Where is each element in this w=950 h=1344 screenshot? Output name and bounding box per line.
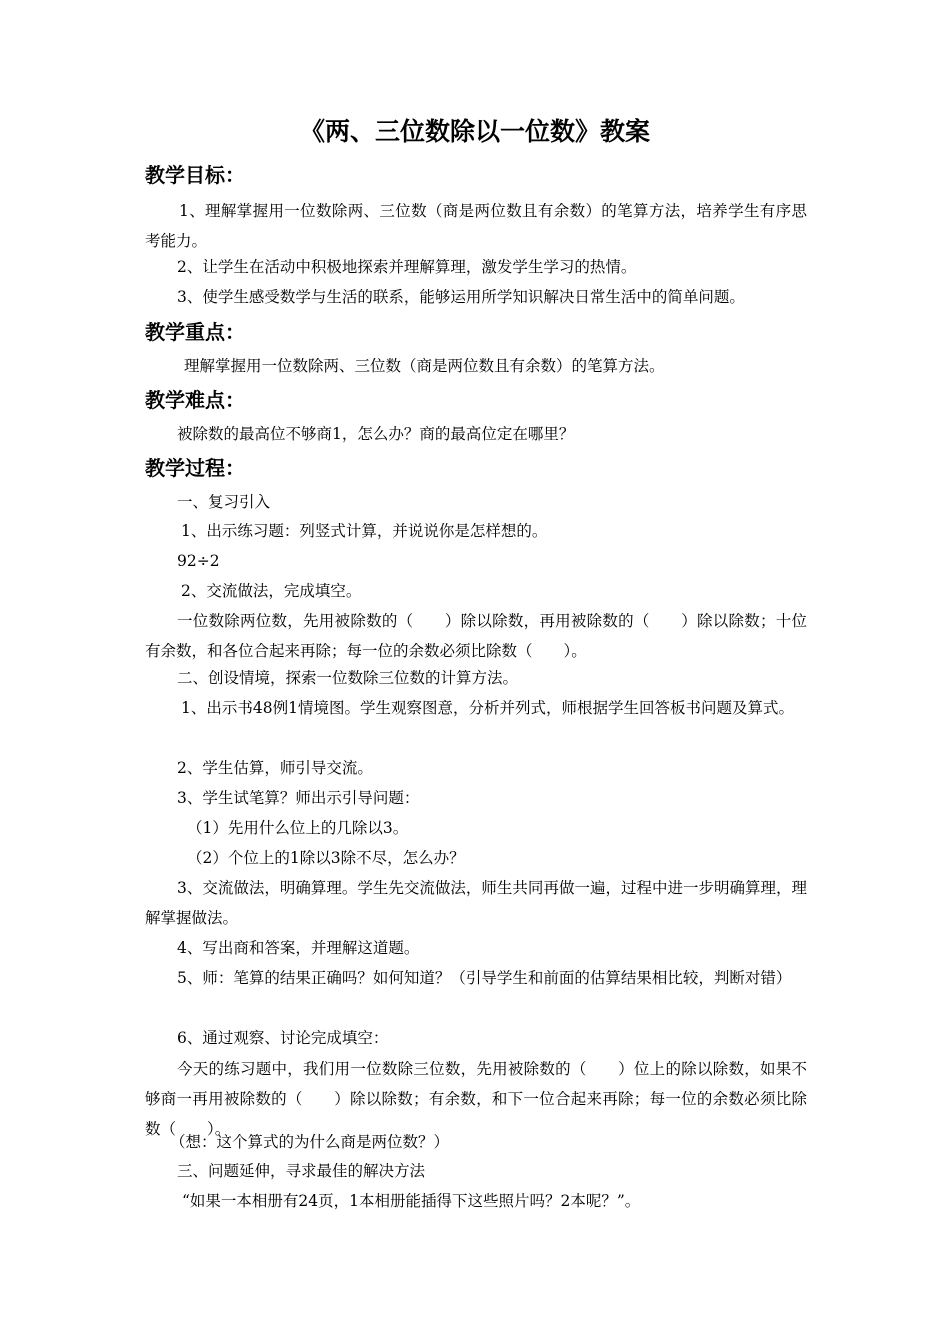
process-line: 6、通过观察、讨论完成填空：	[177, 1029, 389, 1047]
process-line: 三、问题延伸，寻求最佳的解决方法	[177, 1162, 426, 1180]
process-line: 2、学生估算，师引导交流。	[177, 759, 373, 777]
process-line: “如果一本相册有24页，1本相册能插得下这些照片吗？2本呢？”。	[182, 1192, 641, 1210]
difficulty-text: 被除数的最高位不够商1，怎么办？商的最高位定在哪里？	[177, 425, 575, 443]
process-line: 4、写出商和答案，并理解这道题。	[177, 939, 420, 957]
process-line: 1、出示练习题：列竖式计算，并说说你是怎样想的。	[181, 522, 548, 540]
key-point-heading: 教学重点：	[145, 320, 245, 344]
process-line: （想：这个算式的为什么商是两位数？）	[170, 1133, 450, 1151]
objectives-heading: 教学目标：	[145, 163, 245, 187]
process-line: 3、交流做法，明确算理。学生先交流做法，师生共同再做一遍，过程中进一步明确算理，理解掌握做法。	[145, 879, 807, 927]
process-line: 一、复习引入	[177, 493, 271, 511]
process-line: 5、师：笔算的结果正确吗？如何知道？（引导学生和前面的估算结果相比较，判断对错）	[177, 969, 792, 987]
difficulty-heading: 教学难点：	[145, 388, 245, 412]
key-point-text: 理解掌握用一位数除两、三位数（商是两位数且有余数）的笔算方法。	[184, 357, 665, 375]
objective-item-1: 1、理解掌握用一位数除两、三位数（商是两位数且有余数）的笔算方法，培养学生有序思考能力。	[145, 202, 807, 250]
process-line: 1、出示书48例1情境图。学生观察图意，分析并列式，师根据学生回答板书问题及算式。	[181, 699, 794, 717]
process-line: 二、创设情境，探索一位数除三位数的计算方法。	[177, 669, 519, 687]
process-line: （1）先用什么位上的几除以3。	[187, 819, 409, 837]
document-title: 《两、三位数除以一位数》教案	[299, 117, 650, 146]
process-line: 92÷2	[177, 552, 220, 570]
process-line: （2）个位上的1除以3除不尽，怎么办？	[187, 849, 465, 867]
process-line: 3、学生试笔算？师出示引导问题：	[177, 789, 420, 807]
objective-item-3: 3、使学生感受数学与生活的联系，能够运用所学知识解决日常生活中的简单问题。	[177, 288, 745, 306]
process-line: 2、交流做法，完成填空。	[181, 582, 362, 600]
process-heading: 教学过程：	[145, 456, 245, 480]
objective-item-2: 2、让学生在活动中积极地探索并理解算理，激发学生学习的热情。	[177, 258, 637, 276]
process-line: 今天的练习题中，我们用一位数除三位数，先用被除数的（ ）位上的除以除数，如果不够商一再用被除数的（ ）除以除数；有余数，和下一位合起来再除；每一位的余数必须比除数（ ）。	[145, 1060, 807, 1138]
process-line: 一位数除两位数，先用被除数的（ ）除以除数，再用被除数的（ ）除以除数；十位有余数，和各位合起来再除；每一位的余数必须比除数（ ）。	[145, 612, 807, 660]
